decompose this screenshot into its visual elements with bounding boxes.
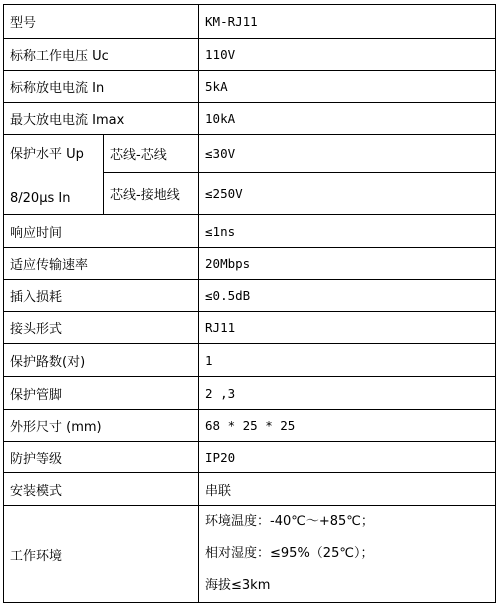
env-altitude: 海拔≤3km (205, 578, 271, 593)
label-paths: 保护路数(对) (4, 344, 199, 377)
env-humidity: 相对湿度：≤95%（25℃）； (205, 546, 374, 561)
row-pins (4, 377, 496, 410)
env-temperature: 环境温度：-40℃～+85℃； (205, 514, 374, 529)
value-pins: 2 ,3 (199, 377, 496, 410)
value-grade: IP20 (199, 442, 496, 473)
value-loss: ≤0.5dB (199, 280, 496, 312)
value-rate: 20Mbps (199, 248, 496, 280)
label-grade: 防护等级 (4, 442, 199, 473)
row-response (4, 215, 496, 248)
label-protection (4, 135, 104, 215)
row-model (4, 5, 496, 39)
row-rate (4, 248, 496, 280)
value-core-ground: ≤250V (199, 173, 496, 215)
label-size: 外形尺寸 (mm) (4, 410, 199, 442)
label-response: 响应时间 (4, 215, 199, 248)
label-core-ground: 芯线-接地线 (104, 173, 199, 215)
value-connector: RJ11 (199, 312, 496, 344)
label-protection-up: 保护水平 Up (10, 147, 84, 162)
row-connector (4, 312, 496, 344)
label-in: 标称放电电流 In (4, 71, 199, 103)
row-install (4, 473, 496, 506)
label-uc: 标称工作电压 Uc (4, 39, 199, 71)
value-response: ≤1ns (199, 215, 496, 248)
value-environment (199, 506, 496, 603)
label-install: 安装模式 (4, 473, 199, 506)
row-uc (4, 39, 496, 71)
label-connector: 接头形式 (4, 312, 199, 344)
value-install: 串联 (199, 473, 496, 506)
value-size: 68 * 25 * 25 (199, 410, 496, 442)
label-rate: 适应传输速率 (4, 248, 199, 280)
label-core-core: 芯线-芯线 (104, 135, 199, 173)
row-grade (4, 442, 496, 473)
value-in: 5kA (199, 71, 496, 103)
label-pins: 保护管脚 (4, 377, 199, 410)
spec-table (3, 4, 496, 603)
label-environment: 工作环境 (4, 506, 199, 603)
row-protection-1 (4, 135, 496, 173)
row-imax (4, 103, 496, 135)
label-loss: 插入损耗 (4, 280, 199, 312)
label-protection-condition: 8/20μs In (10, 191, 71, 206)
row-size (4, 410, 496, 442)
row-environment (4, 506, 496, 603)
value-paths: 1 (199, 344, 496, 377)
label-imax: 最大放电电流 Imax (4, 103, 199, 135)
value-core-core: ≤30V (199, 135, 496, 173)
row-loss (4, 280, 496, 312)
row-paths (4, 344, 496, 377)
value-model: KM-RJ11 (199, 5, 496, 39)
value-uc: 110V (199, 39, 496, 71)
label-model: 型号 (4, 5, 199, 39)
value-imax: 10kA (199, 103, 496, 135)
row-in (4, 71, 496, 103)
